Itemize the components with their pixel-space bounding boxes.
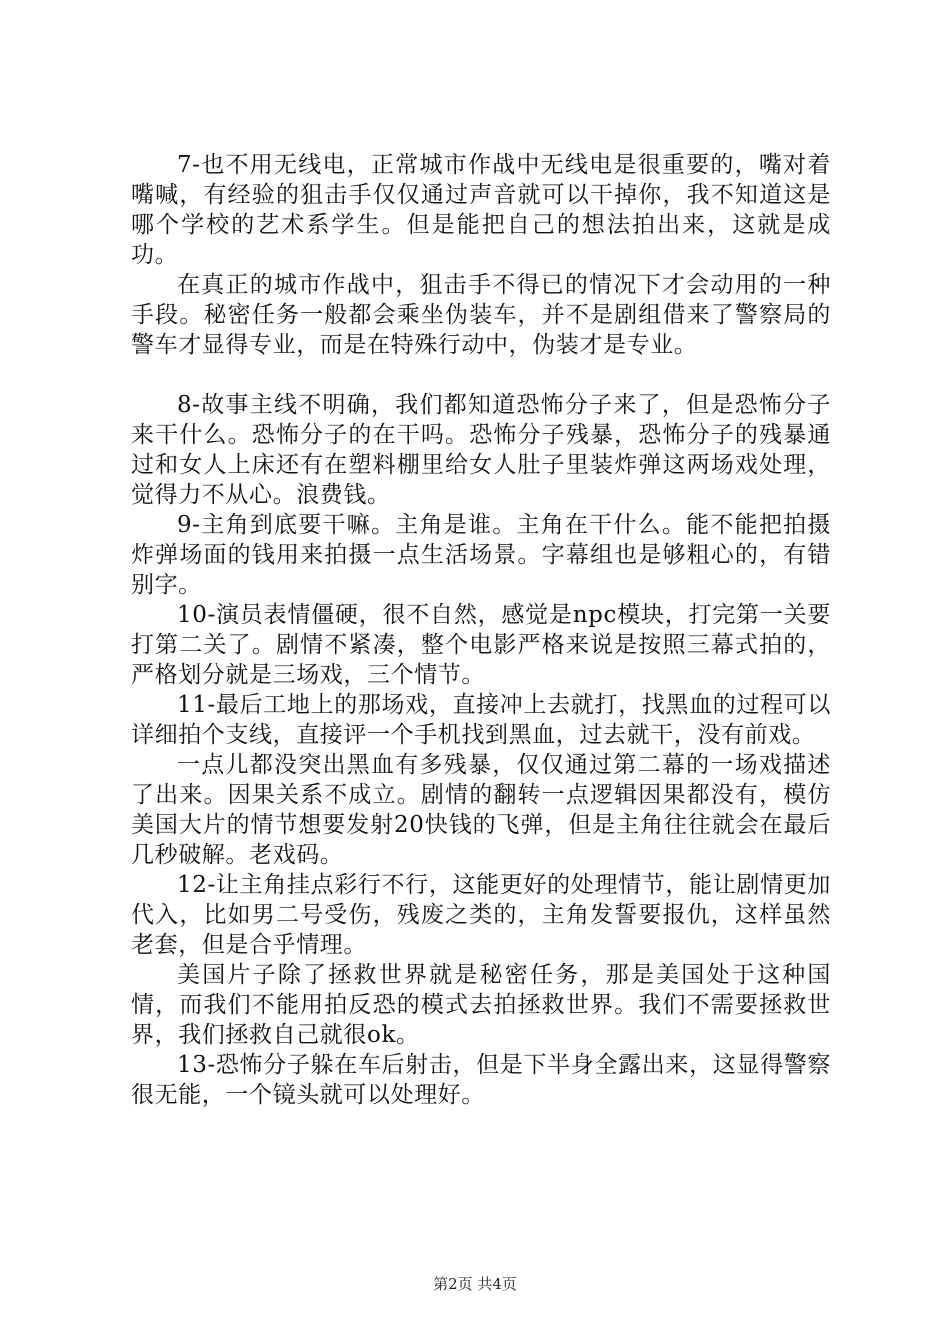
paragraph-8: 8-故事主线不明确，我们都知道恐怖分子来了，但是恐怖分子来干什么。恐怖分子的在干吗。恐怖分子残暴，恐怖分子的残暴通过和女人上床还有在塑料棚里给女人肚子里装炸弹这两场戏处理，觉得力不从心。浪费钱。 (131, 392, 831, 508)
body-text (131, 150, 831, 1110)
paragraph-9: 9-主角到底要干嘛。主角是谁。主角在干什么。能不能把拍摄炸弹场面的钱用来拍摄一点生活场景。字幕组也是够粗心的，有错别字。 (131, 512, 831, 598)
paragraph-11: 11-最后工地上的那场戏，直接冲上去就打，找黑血的过程可以详细拍个支线，直接评一个手机找到黑血，过去就干，没有前戏。 (131, 692, 831, 748)
paragraph-13: 13-恐怖分子躲在车后射击，但是下半身全露出来，这显得警察很无能，一个镜头就可以处理好。 (131, 1052, 831, 1108)
paragraph-12-continued: 美国片子除了拯救世界就是秘密任务，那是美国处于这种国情，而我们不能用拍反恐的模式去拍拯救世界。我们不需要拯救世界，我们拯救自己就很ok。 (131, 962, 831, 1048)
page-footer: 第2页 共4页 (433, 1275, 517, 1293)
paragraph-10: 10-演员表情僵硬，很不自然，感觉是npc模块，打完第一关要打第二关了。剧情不紧凑，整个电影严格来说是按照三幕式拍的，严格划分就是三场戏，三个情节。 (131, 602, 831, 688)
paragraph-11-continued: 一点儿都没突出黑血有多残暴，仅仅通过第二幕的一场戏描述了出来。因果关系不成立。剧情的翻转一点逻辑因果都没有，模仿美国大片的情节想要发射20快钱的飞弹，但是主角往往就会在最后几秒破解。老戏码。 (131, 752, 831, 868)
paragraph-7-continued: 在真正的城市作战中，狙击手不得已的情况下才会动用的一种手段。秘密任务一般都会乘坐伪装车，并不是剧组借来了警察局的警车才显得专业，而是在特殊行动中，伪装才是专业。 (131, 272, 831, 358)
paragraph-gap (131, 360, 831, 390)
paragraph-7: 7-也不用无线电，正常城市作战中无线电是很重要的，嘴对着嘴喊，有经验的狙击手仅仅通过声音就可以干掉你，我不知道这是哪个学校的艺术系学生。但是能把自己的想法拍出来，这就是成功。 (131, 152, 831, 268)
paragraph-12: 12-让主角挂点彩行不行，这能更好的处理情节，能让剧情更加代入，比如男二号受伤，残废之类的，主角发誓要报仇，这样虽然老套，但是合乎情理。 (131, 872, 831, 958)
